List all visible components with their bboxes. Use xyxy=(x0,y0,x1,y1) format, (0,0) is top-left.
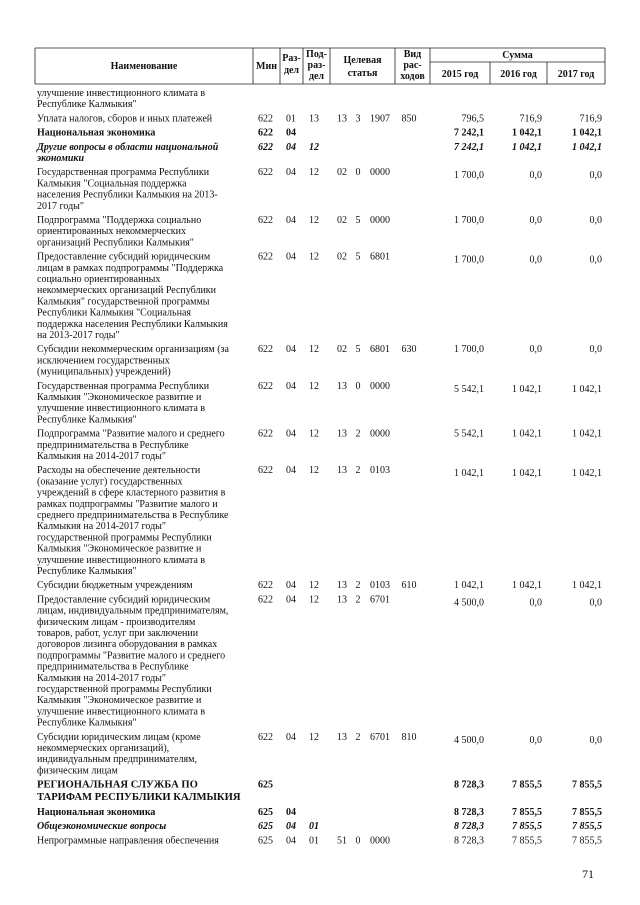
header-vid: Вид xyxy=(403,49,422,60)
row-sum-2017: 0,0 xyxy=(589,170,602,182)
row-min: 622 xyxy=(258,465,273,477)
row-sum-2015: 4 500,0 xyxy=(454,734,484,746)
row-name-line: Предоставление субсидий юридическим xyxy=(37,251,211,263)
row-target-subprogram: 2 xyxy=(355,465,361,477)
row-vid: 810 xyxy=(401,731,417,743)
row-min: 622 xyxy=(258,215,273,226)
row-podrazdel: 01 xyxy=(309,821,319,833)
row-min: 622 xyxy=(258,141,273,153)
row-target-subprogram: 2 xyxy=(355,428,361,440)
row-podrazdel: 12 xyxy=(309,215,319,226)
row-razdel: 04 xyxy=(286,428,296,440)
row-sum-2016: 1 042,1 xyxy=(512,468,542,480)
row-sum-2015: 7 242,1 xyxy=(454,127,484,139)
row-name-line: ТАРИФАМ РЕСПУБЛИКИ КАЛМЫКИЯ xyxy=(37,791,241,803)
row-min: 625 xyxy=(258,835,273,847)
row-name-line: улучшение инвестиционного климата в xyxy=(37,88,206,99)
row-name-line: (оказание услуг) государственных xyxy=(37,476,183,488)
row-sum-2016: 7 855,5 xyxy=(512,779,542,791)
row-razdel: 04 xyxy=(286,127,296,139)
row-sum-2015: 8 728,3 xyxy=(454,835,484,847)
header-year: 2016 год xyxy=(500,69,537,80)
row-name-line: товаров, работ, услуг при заключении xyxy=(37,628,199,639)
row-target-program: 51 xyxy=(337,835,347,847)
header-sum: Сумма xyxy=(502,50,533,61)
row-sum-2017: 1 042,1 xyxy=(572,428,602,440)
row-sum-2015: 4 500,0 xyxy=(454,597,484,609)
row-sum-2017: 7 855,5 xyxy=(572,779,602,791)
row-sum-2017: 1 042,1 xyxy=(572,468,602,480)
row-podrazdel: 12 xyxy=(309,380,319,392)
row-name-line: Уплата налогов, сборов и иных платежей xyxy=(37,113,213,125)
header-podrazdel: дел xyxy=(308,71,325,82)
row-name-line: Государственная программа Республики xyxy=(37,167,210,179)
row-sum-2016: 0,0 xyxy=(529,170,542,182)
row-sum-2016: 1 042,1 xyxy=(512,141,542,153)
row-target-code: 0103 xyxy=(370,580,390,592)
row-name-line: Калмыкия "Экономическое развитие и xyxy=(37,392,202,403)
row-target-subprogram: 2 xyxy=(355,580,361,592)
row-target-code: 0000 xyxy=(370,428,390,440)
row-sum-2016: 0,0 xyxy=(529,734,542,746)
row-sum-2016: 0,0 xyxy=(529,344,542,356)
row-razdel: 04 xyxy=(286,821,296,833)
row-target-subprogram: 0 xyxy=(355,835,361,847)
row-min: 622 xyxy=(258,428,273,440)
row-name-line: некоммерческих организаций Республики xyxy=(37,285,217,297)
row-target-subprogram: 0 xyxy=(355,380,361,392)
row-razdel: 04 xyxy=(286,167,296,179)
row-sum-2016: 1 042,1 xyxy=(512,383,542,395)
row-min: 622 xyxy=(258,113,273,125)
row-target-code: 0000 xyxy=(370,167,390,179)
row-razdel: 04 xyxy=(286,807,296,818)
row-sum-2017: 0,0 xyxy=(589,215,602,226)
row-sum-2017: 0,0 xyxy=(589,734,602,746)
row-name-line: Калмыкия "Экономическое развитие и xyxy=(37,695,202,707)
row-sum-2016: 0,0 xyxy=(529,597,542,609)
row-name-line: экономики xyxy=(37,153,85,164)
row-min: 625 xyxy=(258,779,273,791)
row-sum-2015: 5 542,1 xyxy=(454,428,484,440)
header-podrazdel: раз- xyxy=(307,60,326,71)
row-name-line: Республике Калмыкия" xyxy=(37,414,137,426)
row-name-line: лицам, индивидуальным предпринимателям, xyxy=(37,605,229,617)
row-name-line: Расходы на обеспечение деятельности xyxy=(37,465,201,477)
row-name-line: Национальная экономика xyxy=(37,807,156,818)
row-name-line: Предоставление субсидий юридическим xyxy=(37,594,211,606)
row-name-line: Государственная программа Республики xyxy=(37,380,210,392)
row-sum-2017: 0,0 xyxy=(589,597,602,609)
row-sum-2015: 8 728,3 xyxy=(454,779,484,791)
row-sum-2017: 1 042,1 xyxy=(572,580,602,592)
row-razdel: 04 xyxy=(286,215,296,226)
row-name-line: Республике Калмыкия" xyxy=(37,99,137,111)
row-name-line: Калмыкия "Экономическое развитие и xyxy=(37,543,202,555)
row-target-program: 13 xyxy=(337,428,347,440)
row-sum-2016: 1 042,1 xyxy=(512,428,542,440)
row-sum-2015: 1 700,0 xyxy=(454,215,484,226)
row-target-program: 13 xyxy=(337,580,347,592)
row-sum-2016: 7 855,5 xyxy=(512,807,542,818)
row-name-line: лицам в рамках подпрограммы "Поддержка xyxy=(37,262,224,274)
row-min: 622 xyxy=(258,127,273,139)
row-target-program: 13 xyxy=(337,113,347,125)
row-podrazdel: 12 xyxy=(309,167,319,179)
row-name-line: РЕГИОНАЛЬНАЯ СЛУЖБА ПО xyxy=(37,779,198,791)
row-target-code: 0000 xyxy=(370,215,390,226)
row-sum-2015: 1 700,0 xyxy=(454,254,484,266)
row-sum-2015: 1 700,0 xyxy=(454,170,484,182)
row-min: 622 xyxy=(258,344,273,356)
row-target-code: 6701 xyxy=(370,594,390,606)
row-sum-2015: 8 728,3 xyxy=(454,807,484,818)
row-name-line: Непрограммные направления обеспечения xyxy=(37,835,219,847)
row-name-line: Национальная экономика xyxy=(37,127,156,139)
row-razdel: 04 xyxy=(286,465,296,477)
row-min: 622 xyxy=(258,167,273,179)
row-name-line: Калмыкия на 2014-2017 годы" xyxy=(37,672,166,684)
row-min: 622 xyxy=(258,380,273,392)
row-name-line: договоров лизинга оборудования в рамках xyxy=(37,639,218,651)
row-sum-2017: 0,0 xyxy=(589,254,602,266)
row-target-program: 02 xyxy=(337,215,347,226)
row-name-line: на 2013-2017 годы" xyxy=(37,330,120,341)
row-name-line: физическим лицам xyxy=(37,765,118,777)
row-min: 622 xyxy=(258,580,273,592)
header-min: Мин xyxy=(256,61,277,72)
row-name-line: Калмыкия на 2014-2017 годы" xyxy=(37,451,166,462)
row-podrazdel: 12 xyxy=(309,251,319,263)
row-sum-2016: 7 855,5 xyxy=(512,835,542,847)
row-target-program: 13 xyxy=(337,380,347,392)
row-sum-2017: 7 855,5 xyxy=(572,807,602,818)
row-min: 622 xyxy=(258,594,273,606)
row-target-program: 02 xyxy=(337,251,347,263)
row-name-line: Калмыкия" государственной программы xyxy=(37,296,210,308)
header-name: Наименование xyxy=(110,61,178,72)
row-vid: 610 xyxy=(401,580,417,592)
row-sum-2015: 7 242,1 xyxy=(454,141,484,153)
header-podrazdel: Под- xyxy=(306,49,327,60)
row-target-program: 13 xyxy=(337,594,347,606)
row-name-line: предпринимательства в Республике xyxy=(37,661,189,673)
row-target-code: 0000 xyxy=(370,835,390,847)
row-sum-2015: 8 728,3 xyxy=(454,821,484,833)
row-vid: 630 xyxy=(401,344,417,356)
row-podrazdel: 12 xyxy=(309,594,319,606)
row-target-code: 6801 xyxy=(370,251,390,263)
row-target-subprogram: 2 xyxy=(355,594,361,606)
row-podrazdel: 12 xyxy=(309,580,319,592)
row-razdel: 04 xyxy=(286,141,296,153)
row-name-line: Калмыкия на 2014-2017 годы" xyxy=(37,521,166,533)
row-sum-2017: 716,9 xyxy=(579,113,602,125)
row-min: 622 xyxy=(258,251,273,263)
row-target-subprogram: 2 xyxy=(355,731,361,743)
row-sum-2016: 7 855,5 xyxy=(512,821,542,833)
row-vid: 850 xyxy=(401,113,417,125)
row-name-line: улучшение инвестиционного климата в xyxy=(37,706,206,718)
row-name-line: улучшение инвестиционного климата в xyxy=(37,554,206,566)
row-razdel: 04 xyxy=(286,380,296,392)
row-name-line: организаций Республики Калмыкия" xyxy=(37,237,194,249)
row-razdel: 04 xyxy=(286,594,296,606)
row-target-program: 13 xyxy=(337,731,347,743)
row-name-line: Республике Калмыкия" xyxy=(37,566,137,577)
row-name-line: индивидуальным предпринимателям, xyxy=(37,754,197,766)
row-name-line: Республики Калмыкия "Социальная xyxy=(37,307,191,319)
row-name-line: предпринимательства в Республике xyxy=(37,439,189,451)
row-name-line: Другие вопросы в области национальной xyxy=(37,141,219,153)
header-year: 2017 год xyxy=(557,69,595,80)
header-target: статья xyxy=(347,68,378,79)
header-vid: рас- xyxy=(403,60,422,71)
row-sum-2015: 796,5 xyxy=(461,113,484,125)
row-target-subprogram: 0 xyxy=(355,167,361,179)
header-year: 2015 год xyxy=(441,69,479,80)
row-razdel: 04 xyxy=(286,835,296,847)
header-razdel: дел xyxy=(283,65,300,76)
row-razdel: 04 xyxy=(286,731,296,743)
row-sum-2017: 1 042,1 xyxy=(572,383,602,395)
row-target-code: 0000 xyxy=(370,380,390,392)
row-podrazdel: 01 xyxy=(309,835,319,847)
row-name-line: (муниципальных) учреждений) xyxy=(37,366,171,378)
row-razdel: 04 xyxy=(286,344,296,356)
row-sum-2016: 0,0 xyxy=(529,254,542,266)
row-name-line: Субсидии бюджетным учреждениям xyxy=(37,580,193,592)
row-name-line: физическим лицам - производителям xyxy=(37,616,196,628)
row-sum-2017: 7 855,5 xyxy=(572,821,602,833)
row-min: 625 xyxy=(258,821,273,833)
row-target-program: 02 xyxy=(337,344,347,356)
row-name-line: населения Республики Калмыкия на 2013- xyxy=(37,189,218,201)
row-target-program: 13 xyxy=(337,465,347,477)
row-podrazdel: 12 xyxy=(309,344,319,356)
row-target-code: 6801 xyxy=(370,344,390,356)
row-sum-2017: 0,0 xyxy=(589,344,602,356)
row-podrazdel: 12 xyxy=(309,465,319,477)
row-razdel: 04 xyxy=(286,251,296,263)
row-min: 622 xyxy=(258,731,273,743)
row-name-line: Субсидии некоммерческим организациям (за xyxy=(37,344,229,356)
row-name-line: рамках подпрограммы "Развитие малого и xyxy=(37,498,218,510)
header-vid: ходов xyxy=(400,71,425,82)
row-name-line: поддержка населения Республики Калмыкия xyxy=(37,318,228,330)
row-sum-2017: 1 042,1 xyxy=(572,127,602,139)
header-razdel: Раз- xyxy=(282,53,301,64)
row-podrazdel: 13 xyxy=(309,113,319,125)
row-name-line: Подпрограмма "Поддержка социально xyxy=(37,215,202,226)
row-min: 625 xyxy=(258,807,273,818)
row-name-line: Подпрограмма "Развитие малого и среднего xyxy=(37,428,225,440)
row-name-line: 2017 годы" xyxy=(37,200,84,212)
row-name-line: подпрограммы "Развитие малого и среднего xyxy=(37,650,226,662)
row-podrazdel: 12 xyxy=(309,428,319,440)
row-sum-2016: 716,9 xyxy=(519,113,542,125)
row-sum-2015: 1 700,0 xyxy=(454,344,484,356)
row-razdel: 04 xyxy=(286,580,296,592)
table-header xyxy=(35,48,605,84)
row-name-line: ориентированных некоммерческих xyxy=(37,226,186,238)
row-sum-2015: 5 542,1 xyxy=(454,383,484,395)
row-target-subprogram: 5 xyxy=(355,251,361,263)
row-name-line: улучшение инвестиционного климата в xyxy=(37,403,206,415)
row-name-line: учреждений в сфере кластерного развития в xyxy=(37,487,226,499)
page-number: 71 xyxy=(582,867,594,881)
row-target-subprogram: 5 xyxy=(355,344,361,356)
row-podrazdel: 12 xyxy=(309,731,319,743)
row-sum-2017: 1 042,1 xyxy=(572,141,602,153)
row-target-subprogram: 3 xyxy=(355,113,361,125)
row-name-line: Субсидии юридическим лицам (кроме xyxy=(37,731,201,743)
row-sum-2015: 1 042,1 xyxy=(454,580,484,592)
row-target-code: 1907 xyxy=(370,113,390,125)
row-sum-2016: 0,0 xyxy=(529,215,542,226)
row-name-line: государственной программы Республики xyxy=(37,532,212,544)
row-sum-2016: 1 042,1 xyxy=(512,580,542,592)
row-target-subprogram: 5 xyxy=(355,215,361,226)
table-body xyxy=(36,88,602,846)
row-sum-2015: 1 042,1 xyxy=(454,468,484,480)
row-target-program: 02 xyxy=(337,167,347,179)
row-name-line: Калмыкия "Социальная поддержка xyxy=(37,178,187,190)
row-name-line: некоммерческих организаций), xyxy=(37,743,170,754)
row-razdel: 01 xyxy=(286,113,296,125)
row-name-line: среднего предпринимательства в Республике xyxy=(37,510,229,521)
row-name-line: Республике Калмыкия" xyxy=(37,717,137,729)
row-name-line: Общеэкономические вопросы xyxy=(37,821,167,833)
row-sum-2016: 1 042,1 xyxy=(512,127,542,139)
row-name-line: социально ориентированных xyxy=(37,274,161,285)
row-podrazdel: 12 xyxy=(309,141,319,153)
row-sum-2017: 7 855,5 xyxy=(572,835,602,847)
row-name-line: исключением государственных xyxy=(37,355,170,367)
row-name-line: государственной программы Республики xyxy=(37,684,212,695)
row-target-code: 0103 xyxy=(370,465,390,477)
row-target-code: 6701 xyxy=(370,731,390,743)
header-target: Целевая xyxy=(343,55,382,66)
